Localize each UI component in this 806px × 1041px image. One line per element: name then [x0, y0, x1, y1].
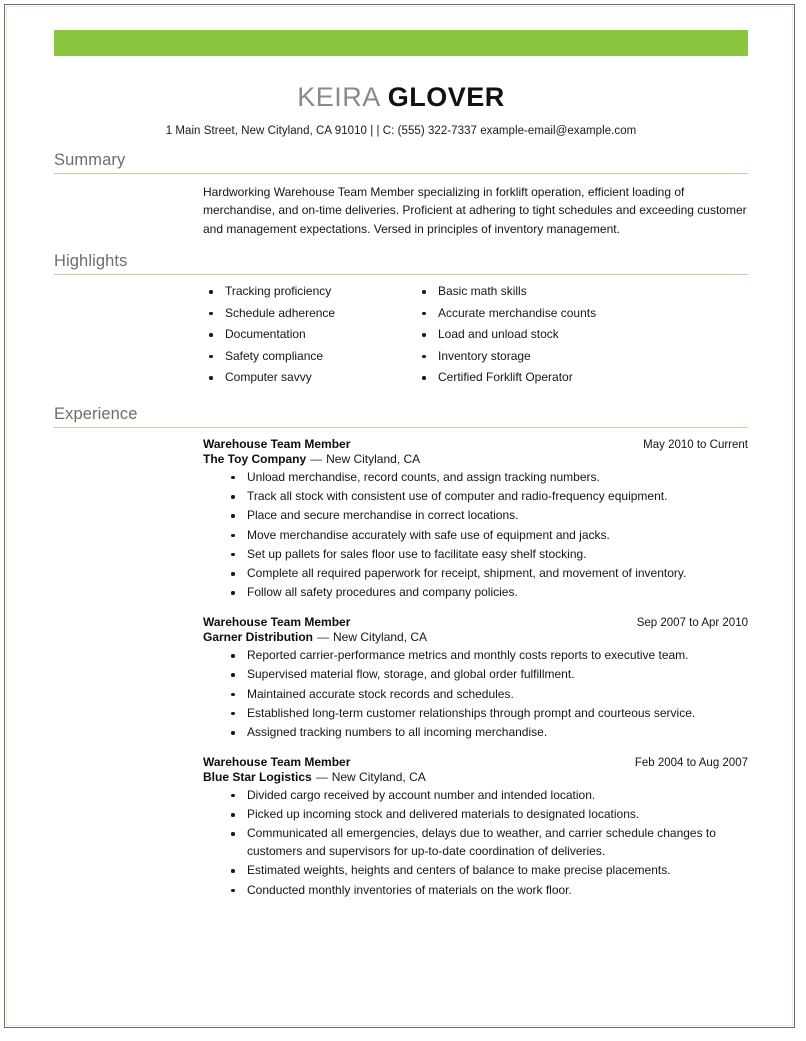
job-company: Blue Star Logistics — [203, 769, 312, 784]
highlights-column-1 — [203, 283, 416, 391]
list-item: Safety compliance — [203, 348, 416, 366]
job-responsibilities — [203, 469, 748, 602]
list-item: Conducted monthly inventories of materials on the work floor. — [225, 882, 748, 900]
list-item: Picked up incoming stock and delivered materials to designated locations. — [225, 806, 748, 824]
experience-entry — [203, 755, 748, 900]
job-dates: Sep 2007 to Apr 2010 — [636, 617, 748, 630]
job-location: New Cityland, CA — [326, 451, 421, 466]
list-item: Supervised material flow, storage, and global order fulfillment. — [225, 666, 748, 684]
list-item: Estimated weights, heights and centers of balance to make precise placements. — [225, 862, 748, 880]
job-header-row — [203, 755, 748, 769]
list-item: Communicated all emergencies, delays due to weather, and carrier schedule changes to customers and supervisors for up-to-date coordination of deliveries. — [225, 825, 748, 861]
list-item: Complete all required paperwork for receipt, shipment, and movement of inventory. — [225, 565, 748, 583]
job-company-row — [203, 452, 748, 466]
job-responsibilities — [203, 647, 748, 742]
job-title: Warehouse Team Member — [203, 436, 351, 451]
job-separator-dash: — — [310, 451, 323, 466]
experience-entry — [203, 437, 748, 602]
job-dates: Feb 2004 to Aug 2007 — [634, 756, 748, 769]
section-highlights — [54, 252, 748, 391]
job-title: Warehouse Team Member — [203, 754, 351, 769]
list-item: Divided cargo received by account number and intended location. — [225, 787, 748, 805]
highlights-body — [54, 275, 748, 391]
job-company: The Toy Company — [203, 451, 307, 466]
highlights-list-1 — [203, 283, 416, 387]
summary-text: Hardworking Warehouse Team Member specializing in forklift operation, efficient loading of merchandise, and on-time deliveries. Proficient at adhering to tight schedules and exceeding customer and management expectations. Versed in principles of inventory management. — [203, 185, 747, 236]
job-separator-dash: — — [315, 769, 328, 784]
job-header-row — [203, 615, 748, 629]
summary-body — [54, 174, 748, 238]
job-dates: May 2010 to Current — [643, 438, 748, 451]
list-item: Maintained accurate stock records and schedules. — [225, 686, 748, 704]
list-item: Set up pallets for sales floor use to facilitate easy shelf stocking. — [225, 546, 748, 564]
highlights-heading: Highlights — [54, 252, 748, 275]
resume-content — [54, 30, 748, 901]
job-header-row — [203, 437, 748, 451]
highlights-list-2 — [416, 283, 596, 387]
section-summary — [54, 151, 748, 238]
list-item: Track all stock with consistent use of computer and radio-frequency equipment. — [225, 488, 748, 506]
job-title: Warehouse Team Member — [203, 615, 351, 630]
job-separator-dash: — — [317, 630, 330, 645]
experience-entry — [203, 615, 748, 742]
job-location: New Cityland, CA — [331, 769, 426, 784]
list-item: Tracking proficiency — [203, 283, 416, 301]
list-item: Computer savvy — [203, 369, 416, 387]
job-company: Garner Distribution — [203, 630, 314, 645]
candidate-name — [54, 82, 748, 113]
summary-heading: Summary — [54, 151, 748, 174]
first-name: KEIRA — [297, 82, 381, 112]
list-item: Unload merchandise, record counts, and assign tracking numbers. — [225, 469, 748, 487]
list-item: Accurate merchandise counts — [416, 305, 596, 323]
list-item: Certified Forklift Operator — [416, 369, 596, 387]
job-company-row — [203, 630, 748, 644]
list-item: Place and secure merchandise in correct locations. — [225, 507, 748, 525]
list-item: Reported carrier-performance metrics and monthly costs reports to executive team. — [225, 647, 748, 665]
job-responsibilities — [203, 787, 748, 900]
experience-heading: Experience — [54, 405, 748, 428]
list-item: Move merchandise accurately with safe use of equipment and jacks. — [225, 527, 748, 545]
list-item: Load and unload stock — [416, 326, 596, 344]
list-item: Assigned tracking numbers to all incoming merchandise. — [225, 724, 748, 742]
job-company-row — [203, 770, 748, 784]
contact-info: 1 Main Street, New Cityland, CA 91010 | | C: (555) 322-7337 example-email@example.com — [165, 125, 637, 137]
job-location: New Cityland, CA — [333, 630, 428, 645]
last-name: GLOVER — [387, 82, 505, 112]
list-item: Follow all safety procedures and company policies. — [225, 584, 748, 602]
highlights-column-2 — [416, 283, 596, 391]
list-item: Basic math skills — [416, 283, 596, 301]
header-accent-banner — [54, 30, 748, 56]
list-item: Schedule adherence — [203, 305, 416, 323]
section-experience — [54, 405, 748, 900]
list-item: Established long-term customer relationships through prompt and courteous service. — [225, 705, 748, 723]
experience-body — [54, 428, 748, 900]
list-item: Inventory storage — [416, 348, 596, 366]
list-item: Documentation — [203, 326, 416, 344]
